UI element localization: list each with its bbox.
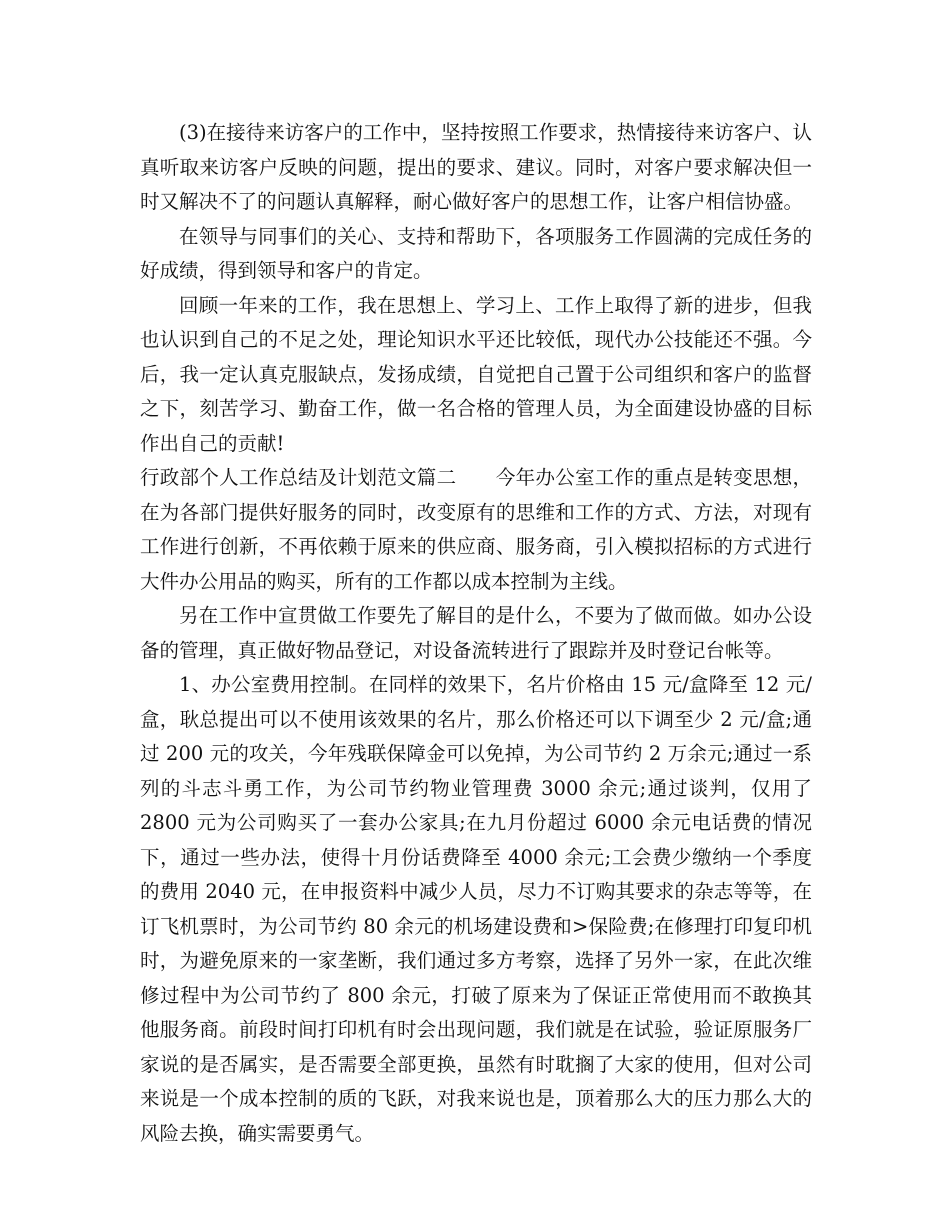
paragraph-reception-work: (3)在接待来访客户的工作中，坚持按照工作要求，热情接待来访客户、认真听取来访客户反映的问题，提出的要求、建议。同时，对客户要求解决但一时又解决不了的问题认真解释，耐心做好客户的思想工作，让客户相信协盛。 xyxy=(140,121,812,213)
paragraph-review: 回顾一年来的工作，我在思想上、学习上、工作上取得了新的进步，但我也认识到自己的不足之处，理论知识水平还比较低，现代办公技能还不强。今后，我一定认真克服缺点，发扬成绩，自觉把自己置于公司组织和客户的监督之下，刻苦学习、勤奋工作，做一名合格的管理人员，为全面建设协盛的目标作出自己的贡献! xyxy=(140,293,812,455)
paragraph-section-two: 行政部个人工作总结及计划范文篇二 今年办公室工作的重点是转变思想，在为各部门提供好服务的同时，改变原有的思维和工作的方式、方法，对现有工作进行创新，不再依赖于原来的供应商、服务商，引入模拟招标的方式进行大件办公用品的购买，所有的工作都以成本控制为主线。 xyxy=(140,466,812,593)
paragraph-purpose: 另在工作中宣贯做工作要先了解目的是什么，不要为了做而做。如办公设备的管理，真正做好物品登记，对设备流转进行了跟踪并及时登记台帐等。 xyxy=(140,604,812,662)
paragraph-achievement: 在领导与同事们的关心、支持和帮助下，各项服务工作圆满的完成任务的好成绩，得到领导和客户的肯定。 xyxy=(140,224,812,282)
paragraph-cost-control: 1、办公室费用控制。在同样的效果下，名片价格由 15 元/盒降至 12 元/盒，耿总提出可以不使用该效果的名片，那么价格还可以下调至少 2 元/盒;通过 200 元的攻关，今年残联保障金可以免掉，为公司节约 2 万余元;通过一系列的斗志斗勇工作，为公司节约物业管理费 3000 余元;通过谈判，仅用了 2800 元为公司购买了一套办公家具;在九月份超过 6000 余元电话费的情况下，通过一些办法，使得十月份话费降至 4000 余元;工会费少缴纳一个季度的费用 2040 元，在申报资料中减少人员，尽力不订购其要求的杂志等等，在订飞机票时，为公司节约 80 余元的机场建设费和>保险费;在修理打印复印机时，为避免原来的一家垄断，我们通过多方考察，选择了另外一家，在此次维修过程中为公司节约了 800 余元，打破了原来为了保证正常使用而不敢换其他服务商。前段时间打印机有时会出现问题，我们就是在试验，验证原服务厂家说的是否属实，是否需要全部更换，虽然有时耽搁了大家的使用，但对公司来说是一个成本控制的质的飞跃，对我来说也是，顶着那么大的压力那么大的风险去换，确实需要勇气。 xyxy=(140,673,812,1145)
document-body xyxy=(140,116,812,1151)
